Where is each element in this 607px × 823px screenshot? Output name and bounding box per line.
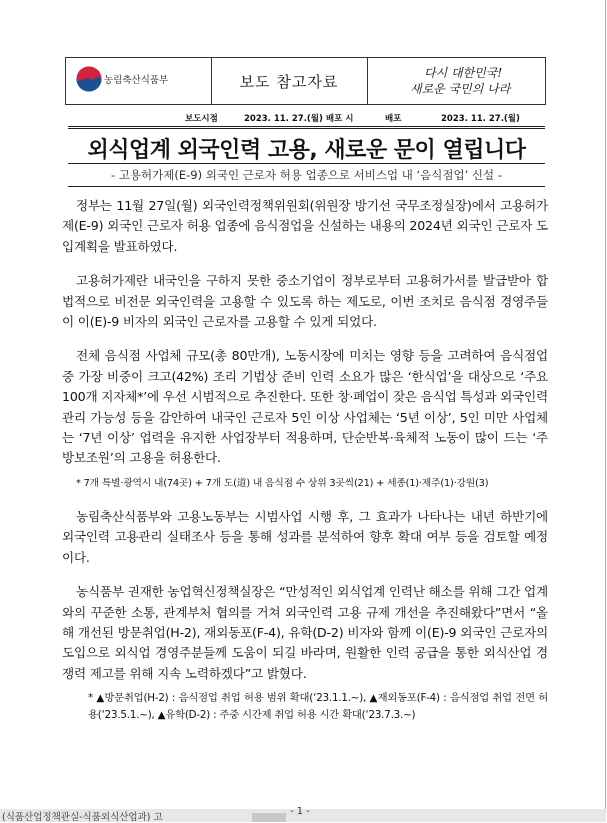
rule-top-2 (68, 128, 545, 129)
slogan-line-2: 새로운 국민의 나라 (410, 82, 511, 96)
rule-top (68, 126, 545, 127)
rule-bottom (68, 186, 545, 187)
ministry-name: 농림축산식품부 (104, 75, 169, 86)
slogan-line-1: 다시 대한민국! (424, 66, 503, 80)
report-type: 보도 참고자료 (239, 73, 339, 91)
footnote: * ▲방문취업(H-2) : 음식점업 취업 허용 범위 확대(‘23.1.1.~), ▲재외동포(F-4) : 음식점업 취업 전면 허용(‘23.5.1.~), ▲유학(D-2) : 주중 시간제 취업 허용 시간 확대(‘23.7.3.~) (88, 692, 548, 722)
paragraph: 정부는 11월 27일(월) 외국인력정책위원회(위원장 방기선 국무조정실장)에서 고용허가제(E-9) 외국인 근로자 허용 업종에 음식점업을 신설하는 내용의 2024년 외국인 근로자 도입계획을 발표하였다. (62, 198, 548, 254)
embargo-time: 2023. 11. 27.(월) 배포 시 (244, 114, 354, 124)
distribution-label: 배포 (385, 114, 402, 124)
paragraph: 농림축산식품부와 고용노동부는 시범사업 시행 후, 그 효과가 나타나는 내년 하반기에 외국인력 고용관리 실태조사 등을 통해 성과를 분석하여 향후 확대 여부 등을 검토할 예정이다. (62, 508, 548, 565)
article-body (62, 196, 548, 724)
page-number: - 1 - (290, 806, 310, 817)
paragraph: 농식품부 권재한 농업혁신정책실장은 “만성적인 외식업계 인력난 해소를 위해 그간 업계와의 꾸준한 소통, 관계부처 협의를 거쳐 외국인력 고용 규제 개선을 추진해왔다”면서 “올해 개선된 방문취업(H-2), 재외동포(F-4), 유학(D-2) 비자와 함께 이(E)-9 외국인 근로자의 도입으로 외식업 경영주분들께 도움이 되길 바라며, 원활한 인력 공급을 통한 외식산업 경쟁력 제고를 위해 지속 노력하겠다”고 밝혔다. (62, 584, 548, 681)
ministry-logo-icon (76, 66, 102, 92)
slogan (410, 62, 542, 100)
divider (367, 58, 368, 104)
embargo-label: 보도시점 (185, 114, 218, 124)
footnote: * 7개 특별·광역시 내(74곳) + 7개 도(道) 내 음식점 수 상위 3곳씩(21) + 세종(1)·제주(1)·강원(3) (76, 477, 489, 489)
page-scroll-marker (252, 813, 286, 822)
paragraph: 고용허가제란 내국인을 구하지 못한 중소기업이 정부로부터 고용허가서를 발급받아 합법적으로 비전문 외국인력을 고용할 수 있도록 하는 제도로, 이번 조치로 음식점 경영주들이 이(E)-9 비자의 외국인 근로자를 고용할 수 있게 되었다. (62, 273, 548, 330)
page-subtitle: - 고용허가제(E-9) 외국인 근로자 허용 업종으로 서비스업 내 ‘음식점업’ 신설 - (111, 168, 502, 182)
paragraph: 전체 음식점 사업체 규모(총 80만개), 노동시장에 미치는 영향 등을 고려하여 음식점업 중 가장 비중이 크고(42%) 조리 기법상 준비 인력 소요가 많은 ‘한식업’을 대상으로 ‘주요 100개 지자체*’에 우선 시범적으로 추진한다. 또한 창·폐업이 잦은 음식업 특성과 외국인력 관리 가능성 등을 감안하여 내국인 근로자 5인 이상 사업체는 ‘5년 이상’, 5인 미만 사업체는 ‘7년 이상’ 업력을 유지한 사업장부터 적용하며, 단순반복·육체적 노동이 많이 드는 ‘주방보조원’의 고용을 허용한다. (62, 348, 548, 466)
footer-contact: (식품산업정책관실-식품외식산업과) 고 (2, 812, 163, 823)
page-title: 외식업계 외국인력 고용, 새로운 문이 열립니다 (87, 138, 526, 163)
rule-middle (68, 163, 545, 164)
distribution-date: 2023. 11. 27.(월) (441, 114, 520, 124)
